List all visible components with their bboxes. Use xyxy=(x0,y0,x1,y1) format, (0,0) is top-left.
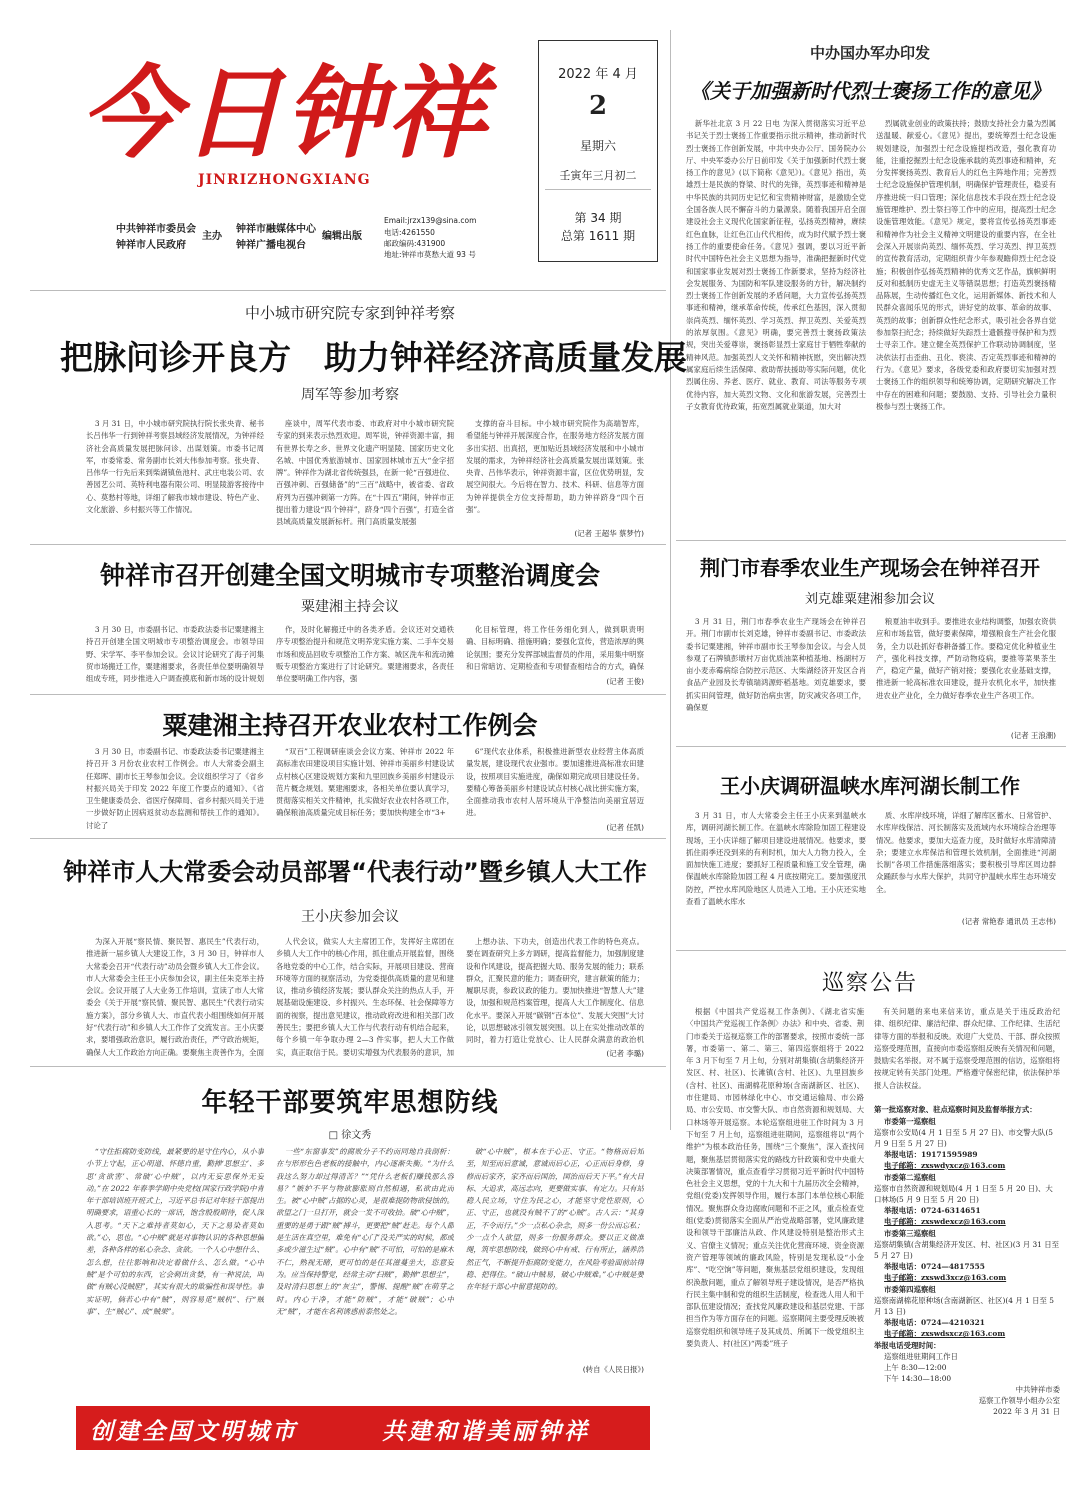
notice-item xyxy=(874,1116,1060,1171)
lead-byline: (记者 王超华 蔡梦竹) xyxy=(574,529,644,538)
rule xyxy=(30,838,666,839)
notice-signer-1: 中共钟祥市委 xyxy=(1015,1385,1060,1394)
kicker-a: 中办国办军办印发 xyxy=(809,44,930,62)
lead-col2: 座谈中，周军代表市委、市政府对中小城市研究院专家的到来表示热烈欢迎。周军说，钟祥资源丰富，拥有世界长寿之乡、世界文化遗产明显陵、国家历史文化名城、中国优秀旅游城市、国家园林城市五大“金字招牌”。钟祥作为湖北省传统强县，在新一轮“百强进位、百强冲刺、百强储备”的“三百”战略中，被省委、省政府列为百强冲刺第一方阵。在“十四五”期间，钟祥市正提出着力建设“四个钟祥”，跻身“四个百强”，打造全省县域高质量发展新标杆。荆门高质量发展强 xyxy=(276,419,454,527)
weekday: 星期六 xyxy=(579,139,616,153)
rule xyxy=(676,540,1066,541)
agri-byline: (记者 任凯) xyxy=(606,823,644,832)
notice-items xyxy=(874,1116,1060,1339)
date-day: 2 xyxy=(588,91,608,121)
date-box xyxy=(538,40,658,262)
issue-number: 第 34 期 xyxy=(574,211,622,225)
npc-headline: 钟祥市人大常委会动员部署“代表行动”暨乡镇人大工作 xyxy=(63,858,647,886)
civ-headline: 钟祥市召开创建全国文明城市专项整治调度会 xyxy=(99,561,600,590)
lead-sub: 周军等参加考察 xyxy=(301,387,399,403)
contact-phone: 电话:4261550 xyxy=(384,228,435,237)
agri-col2: “双百”工程调研座谈会会议方案、钟祥市 2022 年高标准农田建设项目实施计划、钟祥市美丽乡村建设试点村核心区建设规划方案和九里回族乡美丽乡村建设示范片概念规划。粟建湘要求，各相关单位要认真学习，贯彻落实相关文件精神，扎实做好农业农村各项工作，确保粮油高质量完成目标任务；要加快构建全市“3+ xyxy=(276,747,454,818)
notice-item-phone: 举报电话：0724-6314651 xyxy=(884,1206,981,1215)
notice-item xyxy=(874,1228,1060,1283)
notice-hours-2: 上午 8:30—12:00 xyxy=(884,1363,947,1372)
civ-byline: (记者 王俊) xyxy=(606,677,644,686)
notice-item-desc: 巡察胡集镇(含胡集经济开发区、村、社区)(3 月 31 日至 5 月 27 日) xyxy=(874,1240,1060,1260)
civ-col1: 3 月 30 日，市委副书记、市委政法委书记粟建湘主持召开创建全国文明城市专项整治调度会。市领导田野、宋学军、李平参加会议。会议讨论研究了海子河集贸市场搬迁工作，粟建湘要求，各责任单位要明确领导组成专班，同步推进入户调查摸底和新市场的设计规划 xyxy=(86,625,264,684)
column-divider xyxy=(670,30,671,1130)
npc-col3: 上想办法、下功夫，创造出代表工作的特色亮点。要在调查研究上多方调研，提高监督能力，加强制度建设和作风建设，提高把握大局、服务发展的能力；联系群众，汇聚民意的能力；调查研究，建言献策的能力；履职尽责，参政议政的能力。要加快推进“智慧人大”建设，加强和规范档案管理，提高人大工作制度化、信息化水平。要深入开展“碳钢”百本位”、发展大突围”大讨论，以思想破冰引领发展突围。以上在实处推动改革的同时，着力打造让党放心、让人民群众满意的政治机 xyxy=(466,937,644,1045)
wxq-byline: (记者 常艳春 通讯员 王志伟) xyxy=(961,917,1056,926)
essay-col2: 一些“东窗事发”的腐败分子不约而同地自我剖析：在与形形色色老板的接触中，内心逐渐失衡。“为什么我这么努力却过得清苦？”“凭什么老板们赚钱那么容易？”嫉妒不平与物欲膨胀则自然相遇，私欲由此而生。被“心中贼”占据的心灵，是很难提防物欲侵蚀的。欲望之门一旦打开，就会一发不可收拾。破“心中贼”，重要的是勇于跟“贼”搏斗，更要把“贼”赶走。每个人都是生活在真空里，难免有“心门”没关严实的时候，都或多或少滋生过“贼”。心中有“贼”不可怕，可怕的是麻木不仁，熟视无睹，更可怕的是任其滋蔓坐大，恣意妄为。应当保持警觉，经常主动“扫贼”，勤掸“思想尘”，及时清扫思想上的“灰尘”，警惕、提醒“贼”在萌芽之时。内心干净，才能“防贼”，才能“破贼”；心中无“贼”，才能在名利诱惑前泰然处之。 xyxy=(276,1147,454,1316)
notice-item-phone: 举报电话：0724—4210321 xyxy=(884,1318,985,1327)
npc-col2: 人代会议，做实人大主席团工作，发挥好主席团在乡镇人大工作中的核心作用，抓住重点开展监督，围绕各地党委的中心工作，结合实际，开展项目建设、营商环境等方面的视察活动，为党委提供高质量的意见和建议，推动乡镇经济发展；要认群众关注的热点人手，开展基础设施建设、乡村振兴、生态环保、社会保障等方面的视察，提出意见建议，推动政府改进和相关部门改善民生；要把乡镇人大工作与代表行动有机结合起来，每个乡镇一年争取办理 2—3 件实事，把人大工作做实，真正取信于民。要切实增强为代表服务的意识，加 xyxy=(276,937,454,1057)
civ-sub: 粟建湘主持会议 xyxy=(301,599,399,615)
notice-item-desc: 巡察市公安局(4 月 1 日至 5 月 27 日)、市交警大队(5 月 9 日至 5 月 27 日) xyxy=(874,1128,1053,1148)
sponsor-1: 中共钟祥市委员会 xyxy=(116,224,196,235)
notice-item-desc: 巡察南湖棉花原种场(含南湖新区、社区)(4 月 1 日至 5 月 13 日) xyxy=(874,1296,1054,1316)
npc-col1: 为深入开展“察民情、聚民智、惠民生”代表行动，推进新一届乡镇人大建设工作，3 月 30 日，钟祥市人大常委会召开“代表行动”动员会暨乡镇人大工作会议。市人大常委会主任王小庆参加会议，副主任朱克举主持会议。会议开展了人大业务工作培训，宣读了市人大常委会《关于开展“察民情、聚民智、惠民生”代表行动实施方案》，部分乡镇人大、市直代表小组围绕如何开展好“代表行动”和乡镇人大工作作了交流发言。王小庆要求，要增强政治意识，履行政治责任，严守政治规矩，确保人大工作政治方向正确。要聚焦主责善作为，全面 xyxy=(86,937,264,1057)
publisher-1: 钟祥市融媒体中心 xyxy=(236,224,316,235)
date-line: 2022 年 4 月 xyxy=(558,67,638,82)
article-a-col1: 新华社北京 3 月 22 日电 为深入贯彻落实习近平总书记关于烈士褒扬工作重要指示批示精神，推动新时代烈士褒扬工作创新发展，中共中央办公厅、国务院办公厅、中央军委办公厅日前印发《关于加强新时代烈士褒扬工作的意见》(以下简称《意见》)。《意见》指出，英雄烈士是民族的脊梁、时代的先锋，英烈事迹和精神是中华民族的共同历史记忆和宝贵精神财富，是激励全党全国各族人民不懈奋斗的力量源泉。随着我国开启全面建设社会主义现代化国家新征程，弘扬英烈精神，赓续红色血脉，让红色江山代代相传，成为时代赋予烈士褒扬工作的重要使命任务。《意见》强调，要以习近平新时代中国特色社会主义思想为指导，准确把握新时代党和国家事业发展对烈士褒扬工作新要求，坚持为经济社会发展服务、为国防和军队建设服务的方针，解决制约烈士褒扬工作创新发展的矛盾问题，大力宣传弘扬英烈事迹和精神，继承革命传统，传承红色基因，深入贯彻崇尚英烈、缅怀英烈、学习英烈、捍卫英烈、关爱英烈的浓厚氛围。《意见》明确，要完善烈士褒扬政策法规，突出关爱尊崇，褒扬彰显烈士家庭甘于牺牲奉献的精神风范。加强英烈人文关怀和精神抚慰，突出解决烈属家庭后续生活保障、救助帮扶援助等实际问题，优化烈属住房、养老、医疗、就业、教育、司法等服务专项优待内容，加大英烈文物、文化和旅游发展，完善烈士子女教育优待政策，拓宽烈属就业渠道，加大对 xyxy=(686,119,866,411)
agri-headline: 粟建湘主持召开农业农村工作例会 xyxy=(162,711,538,740)
essay-col3: 破“心中贼”，根本在于心正、守正。“物格而后知至，知至而后意诚，意诚而后心正，心正而后身修，身修而后家齐，家齐而后国治，国治而后天下平。”有大目标、大追求，高远志向，更要做实事、有定力。只有站稳人民立场，守住为民之心，才能坚守党性原则，心正、守正，也就没有贼不了的“心贼”。古人云：“其身正，不令而行。”少一点私心杂念，则多一份公而忘私；少一点个人欲望，则多一份服务群众。要以正义做准绳，筑牢思想防线，做到心中有戒、行有所止，涵养浩然正气，不断提升拒腐防变能力，在风险考验面前站得稳、把得住。“破山中贼易，破心中贼难。”心中贼是要在年轻干部心中留意提防的。 xyxy=(466,1147,644,1292)
contact-zip: 邮政编码:431900 xyxy=(384,239,446,248)
jm-byline: (记者 王浪潮) xyxy=(1010,731,1056,740)
headline-a: 《关于加强新时代烈士褒扬工作的意见》 xyxy=(690,79,1050,103)
lunar-date: 壬寅年三月初二 xyxy=(559,169,637,182)
contact-email: Email:jrzx139@sina.com xyxy=(384,216,477,225)
lead-col1: 3 月 31 日，中小城市研究院执行院长张央青、秘书长吕伟华一行到钟祥考察县域经济发展情况，为钟祥经济社会高质量发展把脉问诊、出谋划策。市委书记周军，市委常委、常务副市长刘大伟参加考察。张央青、吕伟华一行先后来到柴湖镇鱼池村、武庄电装公司、农善园艺公司、英特利电器有限公司、明显陵游客接待中心、莫愁村等地，详细了解我市城市建设、特色产业、文化旅游、乡村振兴等工作情况。 xyxy=(86,419,264,515)
notice-item-email[interactable]: 电子邮箱：zxswd3xcz@163.com xyxy=(884,1273,1007,1282)
notice-hours-title: 举报电话受理时间： xyxy=(874,1341,941,1350)
jm-col2: 粮夏油丰收到手。要推进农业结构调整，加强农资供应和市场监管，做好要素保障，增强粮食生产社会化服务，全力以赴抓好春耕备播工作。要稳定优化种植业生产，强化科技支撑，严防动物疫病，要推等菜果茶生产，稳定产量，做好产销对接；要强化农业基础支撑，推进新一轮高标准农田建设，提升农机化水平，加快推进农业产业化，全力做好春季农业生产各项工作。 xyxy=(876,617,1056,700)
notice-item-phone: 举报电话：0724—4817555 xyxy=(884,1262,985,1271)
lead-kicker: 中小城市研究院专家到钟祥考察 xyxy=(244,304,455,322)
notice-item-title: 市委第一巡察组 xyxy=(884,1117,936,1126)
logo-pinyin: JINRIZHONGXIANG xyxy=(198,172,371,188)
total-issue: 总第 1611 期 xyxy=(560,229,636,243)
npc-sub: 王小庆参加会议 xyxy=(301,909,399,925)
notice-list-title: 第一批巡察对象、驻点巡察时间及监督举报方式： xyxy=(874,1105,1037,1114)
jm-col1: 3 月 31 日，荆门市春季农业生产现场会在钟祥召开。荆门市副市长刘克雄，钟祥市委副书记、市委政法委书记粟建湘，钟祥市副市长王琴参加会议。与会人员参观了石牌镇彭墩村万亩优质油菜种植基地、杨湖村万亩小麦赤霉病综合防控示范区、大柴湖经济开发区合肖食品产业园及长寿镇瑞鸿源虾稻基地。刘克雄要求，要抓实田间管理，做好防治病虫害，防灾减灾各项工作，确保夏 xyxy=(686,617,866,713)
npc-byline: (记者 李璐) xyxy=(606,1049,644,1058)
agri-col1: 3 月 30 日，市委副书记、市委政法委书记粟建湘主持召开 3 月份农业农村工作例会。市人大常委会副主任郑晖、副市长王琴参加会议。会议组织学习了《省乡村振兴局关于印发 2022 年度工作要点的通知》、《省卫生健康委员会、省医疗保障局、省乡村振兴局关于进一步做好防止因病返贫动态监测和帮扶工作的通知》。讨论了 xyxy=(86,747,264,830)
agri-col3: 6”现代农业体系，积极推进新型农业经营主体高质量发展，建设现代农业强市。要加速推进高标准农田建设，按照项目实施进度，确保如期完成项目建设任务。要精心筹备美丽乡村建设试点村核心战比拼实施方案，全面推动我市农村人居环境从干净整洁向美丽宜居迈进。 xyxy=(466,747,644,818)
notice-item xyxy=(874,1172,1060,1227)
lead-headline: 把脉问诊开良方 助力钟祥经济高质量发展 xyxy=(60,338,687,377)
notice-item-title: 市委第二巡察组 xyxy=(884,1173,936,1182)
rule xyxy=(30,290,666,291)
publisher-label: 编辑出版 xyxy=(322,231,362,242)
notice-item-phone: 举报电话：19171595989 xyxy=(884,1150,978,1159)
wxq-col1: 3 月 31 日，市人大常委会主任王小庆来到温峡水库，调研河湖长制工作。在温峡水库除险加固工程建设现场，王小庆详细了解项目建设进展情况。他要求，要抓住雨季还没到来的有利时机，加大人力物力投入，全面加快施工进度；要抓好工程质量和施工安全管理，确保温峡水库除险加固工程 4 月底按期完工。要加强度汛防控，严控水库风险地区人员进入工地。王小庆还实地查看了温峡水库水 xyxy=(686,811,866,907)
notice-sign-date: 2022 年 3 月 31 日 xyxy=(993,1407,1060,1416)
wxq-col2: 质、水库岸线环境，详细了解库区蓄水、日常管护、水库岸线保洁、河长制落实及流域内水环境综合治理等情况。他要求，要加大巡查力度，及时做好水库清障清杂；要建立水库保洁和管理长效机制，全面推进“河湖长制”各项工作措施落细落实；要积极引导库区周边群众踊跃参与水库大保护，共同守护温峡水库生态环境安全。 xyxy=(876,811,1056,894)
essay-col1: “守住拒腐防变防线，最紧要的是守住内心，从小事小节上守起，正心明道、怀德自重，勤掸‘思想尘’、多思‘贪欲害’、常破‘心中贼’，以内无妄思保外无妄动。”在 2022 年春季学期中央党校(国家行政学院)中青年干部培训班开班式上，习近平总书记对年轻干部提出明确要求，语重心长的一席话，饱含殷殷期待，促人深入思考。“天下之难持者莫如心，天下之易染者莫如欲。”心，思也。“心中贼”就是对事物认识的各种思想偏差，各种各样的私心杂念、贪欲。一个人心中想什么、怎么想，往往影响和决定着做什么、怎么做。“心中贼”是个可怕的东西，它会刺出贪婪，有一种说法，叫做“有贼心没贼胆”，其实有很大的欺骗性和误导性。事实证明，倘若心中有“贼”，则容易觅“贼机”、行“贼事”、生“贼心”、成“贼果”。 xyxy=(86,1147,264,1316)
notice-item-desc: 巡察市自然资源和规划局(4 月 1 日至 5 月 20 日)、大口林场(5 月 9 日至 5 月 20 日) xyxy=(874,1184,1053,1204)
notice-item xyxy=(874,1284,1060,1339)
rule xyxy=(676,950,1066,951)
slogan-right: 共建和谐美丽钟祥 xyxy=(382,1418,590,1445)
notice-item-email[interactable]: 电子邮箱：zxswdexcz@163.com xyxy=(884,1217,1006,1226)
civ-col2: 作，及时化解搬迁中的各类矛盾。会议还对交通秩序专项整治提升和规范文明养宠实施方案、二手车交易市场和废品回收专项整治工作方案、城区洗车和流动摊贩专项整治方案进行了讨论研究。粟建湘要求，各责任单位要明确工作内容，强 xyxy=(276,625,454,684)
rule xyxy=(30,1066,666,1067)
date-box-divider xyxy=(545,189,651,190)
host-label: 主办 xyxy=(202,231,222,242)
civ-col3: 化目标管理，将工作任务细化到人，做到职责明确、目标明确、措施明确；要强化宣传，营造浓厚的舆论氛围；要充分发挥部城监督员的作用，采用集中明察和日常暗访、定期检查和专项督查相结合的方式，确保 xyxy=(466,625,644,671)
notice-hours-1: 巡察组进驻期间工作日 xyxy=(884,1352,958,1361)
rule xyxy=(676,746,1066,747)
essay-author: □ 徐文秀 xyxy=(328,1130,372,1141)
notice-item-email[interactable]: 电子邮箱：zxswdyxcz@163.com xyxy=(884,1161,1006,1170)
notice-item-title: 市委第三巡察组 xyxy=(884,1229,936,1238)
slogan-banner xyxy=(76,1406,650,1450)
essay-byline: (转自《人民日报》) xyxy=(582,1365,644,1374)
notice-col2 xyxy=(874,1006,1060,1456)
contact-address: 地址:钟祥市莫愁大道 93 号 xyxy=(384,250,476,259)
notice-signer-2: 巡察工作领导小组办公室 xyxy=(978,1396,1060,1405)
essay-headline: 年轻干部要筑牢思想防线 xyxy=(201,1088,499,1118)
rule xyxy=(30,544,666,545)
jm-headline: 荆门市春季农业生产现场会在钟祥召开 xyxy=(700,556,1040,580)
newspaper-logo: 今日钟祥 xyxy=(80,54,488,172)
wxq-headline: 王小庆调研温峡水库河湖长制工作 xyxy=(720,774,1020,798)
notice-headline: 巡察公告 xyxy=(821,971,918,996)
sponsor-2: 钟祥市人民政府 xyxy=(116,240,186,251)
notice-intro: 有关问题的来电来信来访，重点是关于违反政治纪律、组织纪律、廉洁纪律、群众纪律、工作纪律、生活纪律等方面的举报和反映。欢迎广大党员、干部、群众按照巡察受理范围，直接向市委巡察组反映有关情况和问题，鼓励实名举报。对不属于巡察受理范围的信访，巡察组将按规定转有关部门处理。严格遵守保密纪律，依法保护举报人合法权益。 xyxy=(874,1007,1060,1090)
notice-item-title: 市委第四巡察组 xyxy=(884,1285,936,1294)
lead-col3: 支撑的奋斗目标。中小城市研究院作为高端智库，希望能与钟祥开展深度合作，在服务地方经济发展方面多出实招、出真招，更加贴近县域经济发展和中小城市发展的需求，为钟祥经济社会高质量发展出谋划策。张央青、吕伟华表示，钟祥资源丰富，区位优势明显，发展空间很大。今后将在智力、技术、科研、信息等方面为钟祥提供全方位支持帮助，助力钟祥跻身“四个百强”。 xyxy=(466,419,644,515)
slogan-left: 创建全国文明城市 xyxy=(90,1418,298,1445)
notice-item-email[interactable]: 电子邮箱：zxswdsxcz@163.com xyxy=(884,1329,1006,1338)
jm-sub: 刘克雄粟建湘参加会议 xyxy=(804,592,935,607)
publisher-2: 钟祥广播电视台 xyxy=(236,240,306,251)
article-a-col2: 烈属就业创业的政策扶持；鼓励支持社会力量为烈属送温暖、献爱心。《意见》提出，要统筹烈士纪念设施规划建设，加强烈士纪念设施提档改造，强化教育功能，注重挖掘烈士纪念设施承载的英烈事迹和精神，充分发挥褒扬英烈、教育后人的红色主阵地作用；完善烈士纪念设施保护管理机制，明确保护管理责任，稳妥有序推进统一归口管理；深化信息技术手段在烈士纪念设施管理维护、烈士祭扫等工作中的应用，提高烈士纪念设施管理效能。《意见》规定，要将宣传弘扬英烈事迹和精神作为社会主义精神文明建设的重要内容，在全社会深入开展崇尚英烈、缅怀英烈、学习英烈、捍卫英烈的宣传教育活动，定期组织青少年参观瞻仰烈士纪念设施；积极创作弘扬英烈精神的优秀文艺作品，旗帜鲜明反对和抵制历史虚无主义等错误思想；打造英烈褒扬精品陈展，生动传播红色文化，运用新媒体、新技术和人民群众喜闻乐见的形式，讲好党的故事、革命的故事、英烈的故事；创新群众性纪念形式，吸引社会各界自觉参加祭扫纪念；持续做好失踪烈士遗骸搜寻保护和为烈士寻亲工作。建立健全英烈保护工作联动协调制度，坚决依法打击歪曲、丑化、亵渎、否定英烈事迹和精神的行为。《意见》要求，各级党委和政府要切实加强对烈士褒扬工作的组织领导和统筹协调，定期研究解决工作中存在的困难和问题；要鼓励、支持、引导社会力量积极参与烈士褒扬工作。 xyxy=(876,119,1056,411)
notice-hours-3: 下午 14:30—18:00 xyxy=(884,1374,952,1383)
rule xyxy=(30,694,666,695)
notice-col1: 根据《中国共产党巡视工作条例》、《湖北省实施〈中国共产党巡视工作条例〉办法》和中央、省委、荆门市委关于巡视巡察工作的部署要求，按照市委统一部署，市委第一、第二、第三、第四巡察组将于 2022 年 3 月下旬至 7 月上旬，分别对胡集镇(含胡集经济开发区、村、社区)、长滩镇(含村、社区)、九里回族乡(含村、社区)、南湖棉花原种场(含南湖新区、社区)、市住建局、市园林绿化中心、市交通运输局、市公路局、市公安局、市交警大队、市自然资源和规划局、大口林场等开展巡察。本轮巡察组进驻工作时间为 3 月下旬至 7 月上旬，巡察组进驻期间，巡察组将以“两个维护”为根本政治任务，围绕“三个聚焦”，深入查找问题，聚焦基层贯彻落实党的路线方针政策和党中央重大决策部署情况，重点查看学习贯彻习近平新时代中国特色社会主义思想，党的十九大和十九届历次全会精神，党组(党委)发挥领导作用，履行本部门本单位核心职能情况。聚焦群众身边腐败问题和不正之风，重点检查党组(党委)贯彻落实全面从严治党战略部署，党风廉政建设和领导干部廉洁从政、作风建设特别是整治形式主义、官僚主义情况；重点关注优化营商环境、资金资源资产管理等领域的廉政风险，特别是发现私设“小金库”、“吃空饷”等问题，聚焦基层党组织建设，发现组织涣散问题，重点了解领导班子建设情况，是否严格执行民主集中制和党的组织生活制度，检查选人用人和干部队伍建设情况；查找党风廉政建设和基层党建、干部担当作为等方面存在的问题。巡察期间主要受理反映被巡察党组织和领导班子及其成员、所属下一级党组织主要负责人、村(社区)“两委”班子 xyxy=(686,1007,864,1349)
